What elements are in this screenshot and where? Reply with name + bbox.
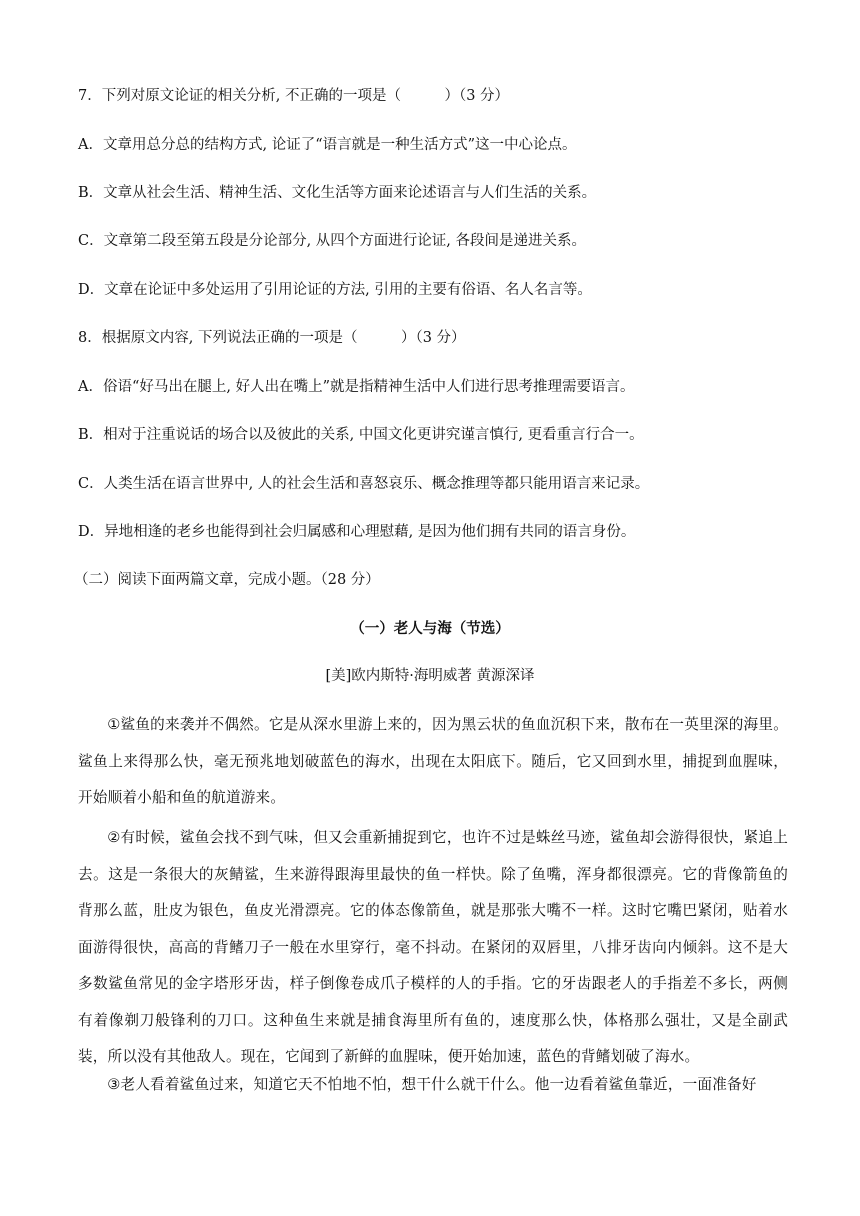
question-7-option-b: B．文章从社会生活、精神生活、文化生活等方面来论述语言与人们生活的关系。 xyxy=(78,185,597,201)
article-paragraph-1: ①鲨鱼的来袭并不偶然。它是从深水里游上来的，因为黑云状的鱼血沉积下来，散布在一英里深的海里。鲨鱼上来得那么快，毫无预兆地划破蓝色的海水，出现在太阳底下。随后，它又回到水里，捕捉到血腥味，开始顺着小船和鱼的航道游来。 xyxy=(78,716,788,806)
question-8-option-d: D．异地相逢的老乡也能得到社会归属感和心理慰藉, 是因为他们拥有共同的语言身份。 xyxy=(78,524,636,540)
question-7-stem: 7．下列对原文论证的相关分析, 不正确的一项是（ ）（3 分） xyxy=(78,88,510,104)
article-paragraph-2: ②有时候，鲨鱼会找不到气味，但又会重新捕捉到它，也许不过是蛛丝马迹，鲨鱼却会游得很快，紧追上去。这是一条很大的灰鲭鲨，生来游得跟海里最快的鱼一样快。除了鱼嘴，浑身都很漂亮。它的背像箭鱼的背那么蓝，肚皮为银色，鱼皮光滑漂亮。它的体态像箭鱼，就是那张大嘴不一样。这时它嘴巴紧闭，贴着水面游得很快，高高的背鳍刀子一般在水里穿行，毫不抖动。在紧闭的双唇里，八排牙齿向内倾斜。这不是大多数鲨鱼常见的金字塔形牙齿，样子倒像卷成爪子模样的人的手指。它的牙齿跟老人的手指差不多长，两侧有着像剃刀般锋利的刀口。这种鱼生来就是捕食海里所有鱼的，速度那么快，体格那么强壮，又是全副武装，所以没有其他敌人。现在，它闻到了新鲜的血腥味，便开始加速，蓝色的背鳍划破了海水。 xyxy=(78,829,788,1065)
question-7-option-a: A．文章用总分总的结构方式, 论证了“语言就是一种生活方式”这一中心论点。 xyxy=(78,137,577,153)
question-8-option-b: B．相对于注重说话的场合以及彼此的关系, 中国文化更讲究谨言慎行, 更看重言行合一。 xyxy=(78,427,644,443)
question-8-stem: 8．根据原文内容, 下列说法正确的一项是（ ）（3 分） xyxy=(78,330,466,346)
article-paragraph-3: ③老人看着鲨鱼过来，知道它天不怕地不怕，想干什么就干什么。他一边看着鲨鱼靠近，一面准备好 xyxy=(107,1076,757,1093)
article-title: （一）老人与海（节选） xyxy=(350,620,510,637)
question-7-option-c: C．文章第二段至第五段是分论部分, 从四个方面进行论证, 各段间是递进关系。 xyxy=(78,233,587,249)
article-byline: [美]欧内斯特·海明威著 黄源深译 xyxy=(325,668,535,684)
question-7-option-d: D．文章在论证中多处运用了引用论证的方法, 引用的主要有俗语、名人名言等。 xyxy=(78,282,592,298)
section-heading: （二）阅读下面两篇文章，完成小题。（28 分） xyxy=(74,572,380,588)
question-8-option-c: C．人类生活在语言世界中, 人的社会生活和喜怒哀乐、概念推理等都只能用语言来记录。 xyxy=(78,476,650,492)
question-8-option-a: A．俗语“好马出在腿上, 好人出在嘴上”就是指精神生活中人们进行思考推理需要语言。 xyxy=(78,379,635,395)
